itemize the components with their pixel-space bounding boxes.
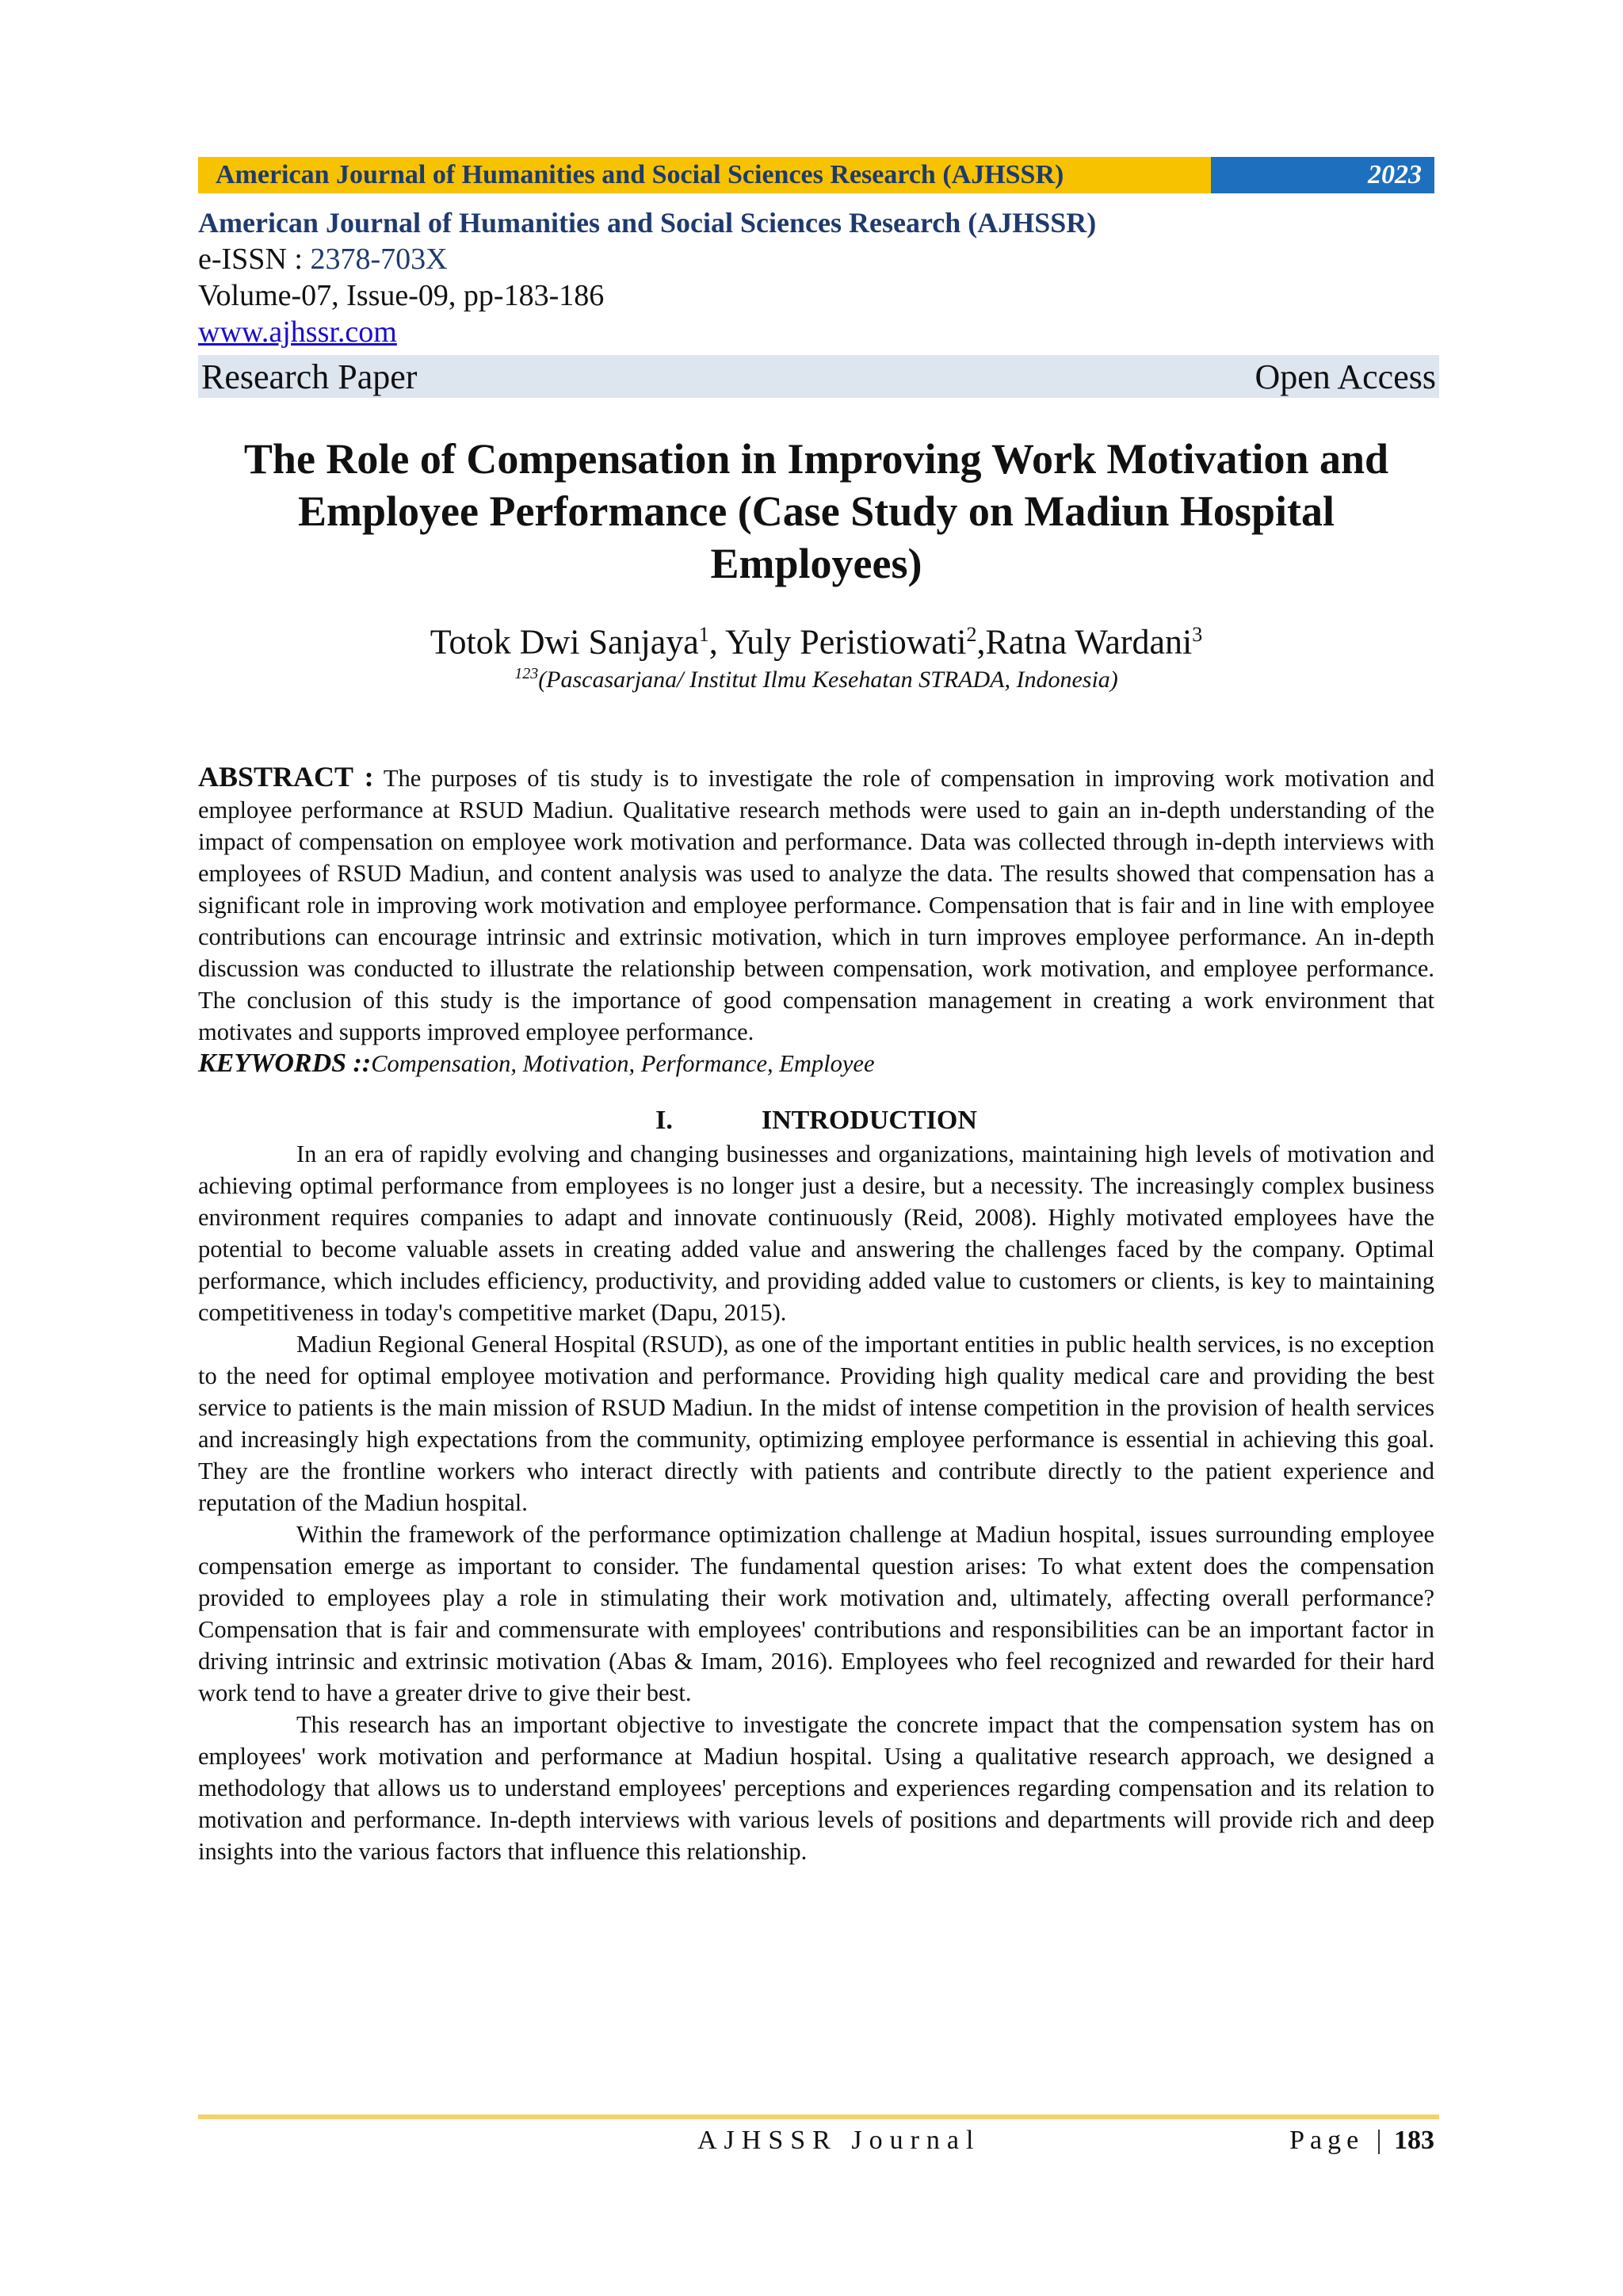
- keywords-text: Compensation, Motivation, Performance, Employee: [371, 1050, 875, 1077]
- eissn-label: e-ISSN :: [198, 243, 311, 276]
- eissn-value: 2378-703X: [310, 243, 448, 276]
- section-title: INTRODUCTION: [761, 1106, 977, 1135]
- paper-title: The Role of Compensation in Improving Work Motivation and Employee Performance (Case Study on Madiun Hospital Employees): [243, 435, 1389, 587]
- journal-header-band: [198, 157, 1434, 193]
- journal-title: American Journal of Humanities and Social Sciences Research (AJHSSR): [198, 207, 1097, 239]
- website-line: [198, 314, 1434, 350]
- affiliation: [198, 658, 1434, 696]
- access-type: Open Access: [1254, 357, 1436, 396]
- affiliation-text: (Pascasarjana/ Institut Ilmu Kesehatan STRADA, Indonesia): [538, 667, 1118, 693]
- journal-band-year: 2023: [1211, 157, 1434, 193]
- paper-body: [198, 761, 1434, 1867]
- section-heading: [198, 1103, 1434, 1138]
- volume-line: Volume-07, Issue-09, pp-183-186: [198, 279, 605, 312]
- footer-page: [1289, 2122, 1434, 2159]
- abstract-label: ABSTRACT :: [198, 761, 374, 793]
- journal-meta: [198, 204, 1434, 350]
- paper-type-bar: [198, 355, 1439, 398]
- footer-rule: [198, 2115, 1439, 2119]
- abstract-text: The purposes of tis study is to investigate the role of compensation in improving work motivation and employee performance at RSUD Madiun. Qualitative research methods were used to gain an in-depth understanding of the impact of compensation on employee work motivation and performance. Data was collected through in-depth interviews with employees of RSUD Madiun, and content analysis was used to analyze the data. The results showed that compensation has a significant role in improving work motivation and employee performance. Compensation that is fair and in line with employee contributions can encourage intrinsic and extrinsic motivation, which in turn improves employee performance. An in-depth discussion was conducted to illustrate the relationship between compensation, work motivation, and employee performance. The conclusion of this study is the importance of good compensation management in creating a work environment that motivates and supports improved employee performance.: [198, 765, 1435, 1045]
- eissn-line: [198, 241, 1434, 277]
- website-link[interactable]: www.ajhssr.com: [198, 315, 397, 349]
- intro-paragraph: This research has an important objective to investigate the concrete impact that the compensation system has on employees' work motivation and performance at Madiun hospital. Using a qualitative research approach, we designed a methodology that allows us to understand employees' perceptions and experiences regarding compensation and its relation to motivation and performance. In-depth interviews with various levels of positions and departments will provide rich and deep insights into the various factors that influence this relationship.: [198, 1711, 1434, 1865]
- author-sup: 3: [1192, 623, 1203, 646]
- intro-paragraph: Madiun Regional General Hospital (RSUD), as one of the important entities in public health services, is no exception to the need for optimal employee motivation and performance. Providing high quality medical care and providing the best service to patients is the main mission of RSUD Madiun. In the midst of intense competition in the provision of health services and increasingly high expectations from the community, optimizing employee performance is essential in achieving this goal. They are the frontline workers who interact directly with patients and contribute directly to the patient experience and reputation of the Madiun hospital.: [198, 1331, 1434, 1516]
- journal-band-name: American Journal of Humanities and Social Sciences Research (AJHSSR): [198, 157, 1211, 193]
- page-number: 183: [1394, 2126, 1434, 2155]
- intro-paragraph: In an era of rapidly evolving and changing businesses and organizations, maintaining high levels of motivation and achieving optimal performance from employees is no longer just a desire, but a necessity. The increasingly complex business environment requires companies to adapt and innovate continuously (Reid, 2008). Highly motivated employees have the potential to become valuable assets in creating added value and answering the challenges faced by the company. Optimal performance, which includes efficiency, productivity, and providing added value to customers or clients, is key to maintaining competitiveness in today's competitive market (Dapu, 2015).: [198, 1140, 1434, 1326]
- author-sup: 1: [698, 623, 709, 646]
- keywords-label: KEYWORDS ::: [198, 1049, 372, 1078]
- section-number: I.: [655, 1106, 673, 1135]
- author-name: Ratna Wardani: [985, 622, 1193, 662]
- author-name: Totok Dwi Sanjaya: [430, 622, 699, 662]
- footer-journal: AJHSSR Journal: [697, 2126, 981, 2155]
- author-sup: 2: [966, 623, 977, 646]
- abstract: [198, 761, 1434, 1048]
- paper-type: Research Paper: [201, 357, 418, 396]
- keywords: [198, 1048, 1434, 1079]
- page-label: Page |: [1289, 2126, 1388, 2155]
- author-name: Yuly Peristiowati: [725, 622, 967, 662]
- affiliation-sup: 123: [514, 665, 539, 682]
- author-list: Totok Dwi Sanjaya$^1$, Yuly Peristiowati$^2$,Ratna Wardani$^3$: [430, 622, 1203, 662]
- intro-paragraph: Within the framework of the performance optimization challenge at Madiun hospital, issues surrounding employee compensation emerge as important to consider. The fundamental question arises: To what extent does the compensation provided to employees play a role in stimulating their work motivation and, ultimately, affecting overall performance? Compensation that is fair and commensurate with employees' contributions and responsibilities can be an important factor in driving intrinsic and extrinsic motivation (Abas & Imam, 2016). Employees who feel recognized and rewarded for their hard work tend to have a greater drive to give their best.: [198, 1521, 1434, 1706]
